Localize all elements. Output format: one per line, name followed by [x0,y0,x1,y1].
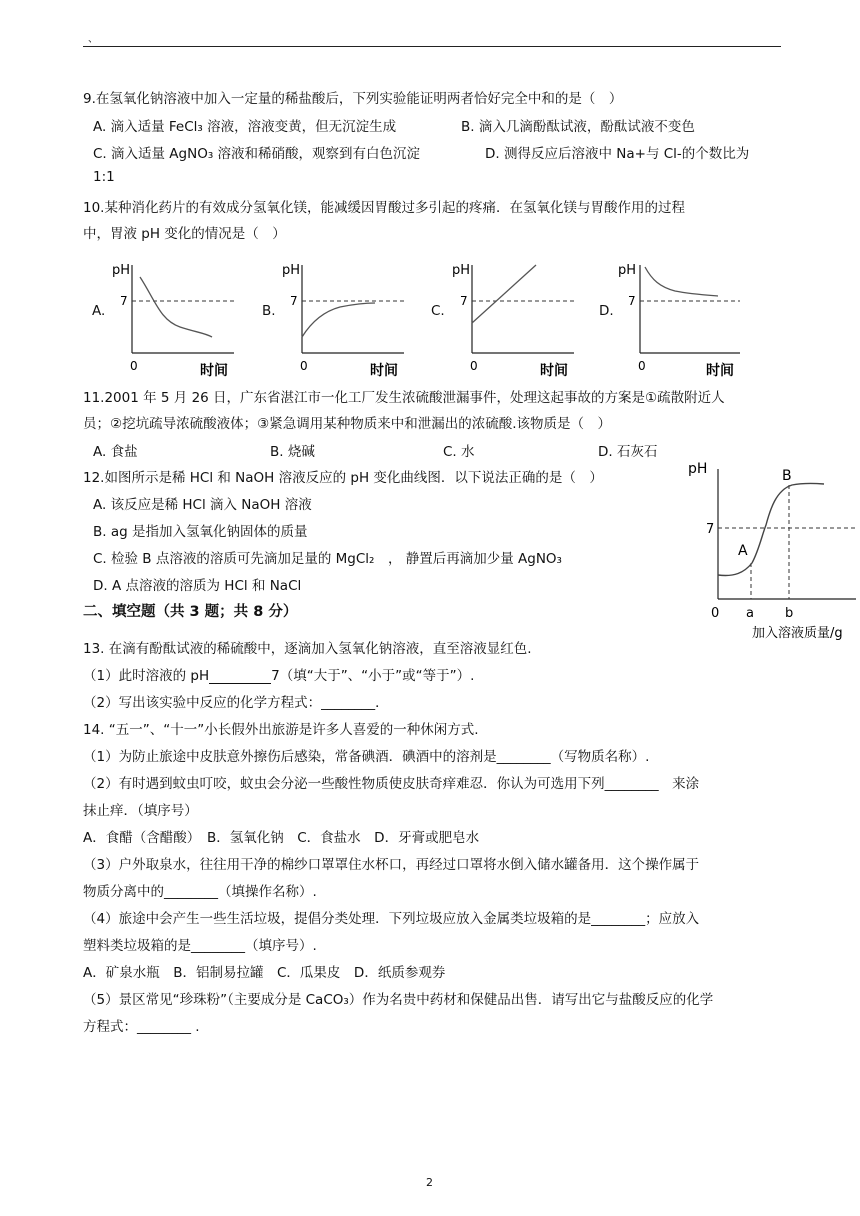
header-mark: 、 [88,34,98,45]
graph-c-xlabel: 时间 [540,363,568,379]
q10-graph-a [100,255,240,380]
graph-d-ref-label: 7 [628,294,636,308]
q13-part1-post: 7（填“大于”、“小于”或“等于”）. [271,668,475,684]
q14-part4-line1: （4）旅途中会产生一些生活垃圾，提倡分类处理．下列垃圾应放入金属类垃圾箱的是________；应放入 [83,911,700,927]
q10-option-b-label: B. [262,303,276,319]
q12-graph-tick-a: a [746,606,754,621]
q11-stem-line2: 员；②挖坑疏导浓硫酸液体；③紧急调用某种物质来中和泄漏出的浓硫酸.该物质是（ ） [83,416,611,432]
q12-option-c: C. 检验 B 点溶液的溶质可先滴加足量的 MgCl₂ ， 静置后再滴加少量 AgNO₃ [93,551,562,567]
graph-a-curve [140,277,212,337]
q12-graph-xlabel: 加入溶液质量/g [752,626,843,641]
q14-part5-line1: （5）景区常见“珍珠粉”（主要成分是 CaCO₃）作为名贵中药材和保健品出售．请写出它与盐酸反应的化学 [83,992,714,1008]
q10-graph-b [270,255,410,380]
graph-b-xlabel: 时间 [370,363,398,379]
q11-option-c: C. 水 [443,444,475,460]
q13-part1 [83,664,474,684]
section-2-title: 二、填空题（共 3 题；共 8 分） [83,604,298,620]
q11-option-b: B. 烧碱 [270,444,315,460]
q9-option-d-cont: 1:1 [93,169,115,185]
graph-d-ylabel: pH [618,263,637,278]
graph-d-origin: 0 [638,359,646,373]
q12-option-a: A. 该反应是稀 HCl 滴入 NaOH 溶液 [93,497,312,513]
q12-graph-origin: 0 [711,606,720,621]
q11-option-a: A. 食盐 [93,444,138,460]
q14-part2-line2: 抹止痒．（填序号） [83,803,198,819]
q12-graph-point-a: A [738,543,748,559]
q10-option-a-label: A. [92,303,106,319]
q12-stem: 12.如图所示是稀 HCl 和 NaOH 溶液反应的 pH 变化曲线图．以下说法正确的是（ ） [83,470,603,486]
header-rule [83,46,781,47]
q9-option-d: D. 测得反应后溶液中 Na+与 Cl-的个数比为 [485,146,750,162]
q13-part2: （2）写出该实验中反应的化学方程式：________． [83,695,389,711]
q12-graph-curve [718,483,824,575]
graph-c-ylabel: pH [452,263,471,278]
q14-part4-line2: 塑料类垃圾箱的是________（填序号）. [83,938,317,954]
graph-b-curve [302,303,375,337]
q10-option-c-label: C. [431,303,445,319]
graph-d-xlabel: 时间 [706,363,734,379]
graph-b-origin: 0 [300,359,308,373]
q12-graph-point-b: B [782,468,792,484]
graph-a-xlabel: 时间 [200,363,228,379]
q14-part4-options: A．矿泉水瓶 B．铝制易拉罐 C．瓜果皮 D．纸质参观券 [83,965,446,981]
graph-a-ylabel: pH [112,263,131,278]
q14-part2-options: A．食醋（含醋酸） B．氢氧化钠 C．食盐水 D．牙膏或肥皂水 [83,830,480,846]
graph-a-origin: 0 [130,359,138,373]
q12-graph-ref-label: 7 [706,522,715,537]
q9-option-a: A. 滴入适量 FeCl₃ 溶液，溶液变黄，但无沉淀生成 [93,119,397,135]
q13-part1-blank [209,669,271,684]
graph-c-line [472,265,536,323]
q14-stem: 14. “五一”、“十一”小长假外出旅游是许多人喜爱的一种休闲方式. [83,722,479,738]
q10-stem-line2: 中，胃液 pH 变化的情况是（ ） [83,226,286,242]
q14-part5-line2: 方程式：________ . [83,1019,200,1035]
q14-part2-line1: （2）有时遇到蚊虫叮咬，蚊虫会分泌一些酸性物质使皮肤奇痒难忍．你认为可选用下列________ 来涂 [83,776,700,792]
q12-option-d: D. A 点溶液的溶质为 HCl 和 NaCl [93,578,302,594]
q11-stem-line1: 11.2001 年 5 月 26 日，广东省湛江市一化工厂发生浓硫酸泄漏事件，处理这起事故的方案是①疏散附近人 [83,390,725,406]
graph-b-ylabel: pH [282,263,301,278]
graph-d-curve [645,267,718,296]
q14-part3-line1: （3）户外取泉水，往往用干净的棉纱口罩罩住水杯口，再经过口罩将水倒入储水罐备用．这个操作属于 [83,857,700,873]
q13-part1-pre: （1）此时溶液的 pH [83,668,210,684]
q14-part1: （1）为防止旅途中皮肤意外擦伤后感染，常备碘酒．碘酒中的溶剂是________（写物质名称）. [83,749,650,765]
graph-b-ref-label: 7 [290,294,298,308]
q12-graph-ylabel: pH [688,461,708,477]
q9-option-b: B. 滴入几滴酚酞试液，酚酞试液不变色 [461,119,695,135]
q12-option-b: B. ag 是指加入氢氧化钠固体的质量 [93,524,308,540]
q11-option-d: D. 石灰石 [598,444,658,460]
q13-stem: 13. 在滴有酚酞试液的稀硫酸中，逐滴加入氢氧化钠溶液，直至溶液显红色. [83,641,532,657]
q14-part3-line2: 物质分离中的________（填操作名称）. [83,884,317,900]
q10-option-d-label: D. [599,303,614,319]
q9-stem: 9.在氢氧化钠溶液中加入一定量的稀盐酸后，下列实验能证明两者恰好完全中和的是（ ） [83,91,623,107]
q12-graph [684,455,860,645]
graph-a-ref-label: 7 [120,294,128,308]
page-number: 2 [426,1176,433,1189]
q10-stem-line1: 10.某种消化药片的有效成分氢氧化镁，能减缓因胃酸过多引起的疼痛．在氢氧化镁与胃酸作用的过程 [83,200,685,216]
q10-graph-c [440,255,580,380]
q9-option-c: C. 滴入适量 AgNO₃ 溶液和稀硝酸，观察到有白色沉淀 [93,146,421,162]
q10-graph-d [610,255,750,380]
graph-c-ref-label: 7 [460,294,468,308]
q12-graph-tick-b: b [785,606,794,621]
graph-c-origin: 0 [470,359,478,373]
